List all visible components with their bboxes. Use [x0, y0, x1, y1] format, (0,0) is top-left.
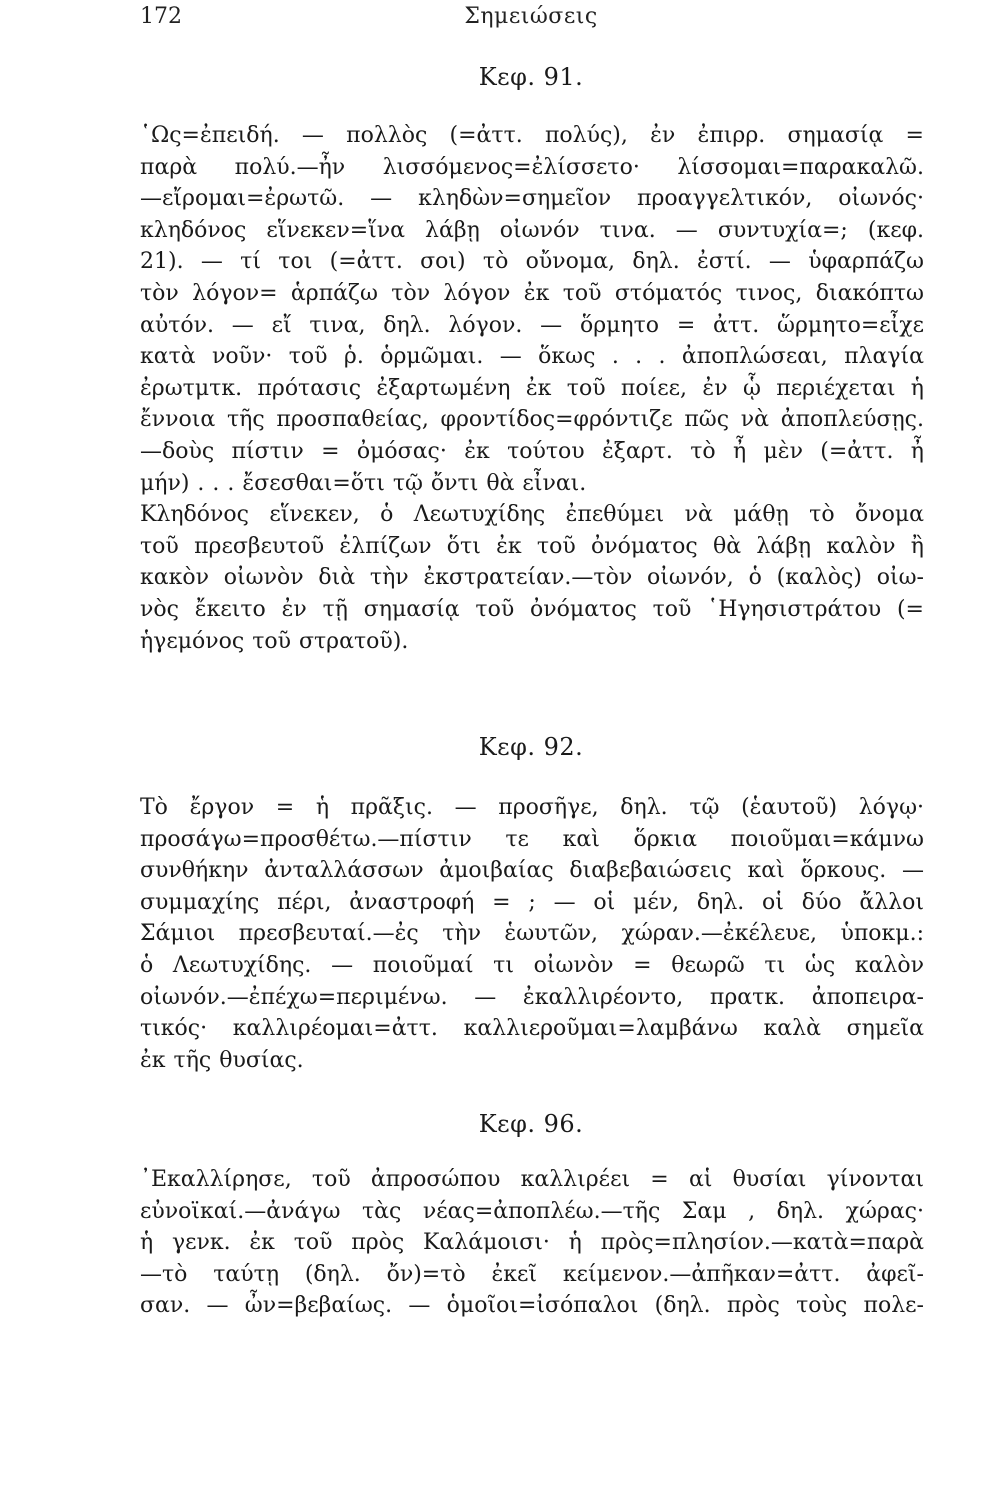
text-line: κατὰ νοῦν· τοῦ ῥ. ὁρμῶμαι. — ὅκως . . . ἀποπλώσεαι, πλαγία	[140, 344, 924, 370]
page-number: 172	[140, 4, 182, 29]
text-line: νὸς ἔκειτο ἐν τῇ σημασίᾳ τοῦ ὀνόματος τοῦ ῾Ηγησιστράτου (=	[140, 596, 924, 622]
text-line: ᾿Εκαλλίρησε, τοῦ ἀπροσώπου καλλιρέει = αἱ θυσίαι γίνονται	[140, 1167, 924, 1192]
text-line: ἡ γενκ. ἐκ τοῦ πρὸς Καλάμοισι· ἡ πρὸς=πλησίον.—κατὰ=παρὰ	[140, 1230, 924, 1256]
text-line: ἐκ τῆς θυσίας.	[140, 1047, 304, 1073]
text-line: εὐνοϊκαί.—ἀνάγω τὰς νέας=ἀποπλέω.—τῆς Σαμ , δηλ. χώρας·	[140, 1198, 924, 1224]
text-line: ὁ Λεωτυχίδης. — ποιοῦμαί τι οἰωνὸν = θεωρῶ τι ὡς καλὸν	[140, 952, 924, 978]
text-line: κληδόνος εἵνεκεν=ἵνα λάβῃ οἰωνόν τινα. — συντυχία=; (κεφ.	[140, 217, 924, 243]
running-title: Σημειώσεις	[464, 4, 598, 29]
chapter-91-notes	[140, 120, 924, 657]
chapter-heading-91: Κεφ. 91.	[478, 63, 584, 91]
chapter-heading-92: Κεφ. 92.	[478, 733, 584, 761]
running-head	[140, 4, 922, 38]
text-line: αὐτόν. — εἴ τινα, δηλ. λόγον. — ὅρμητο = ἀττ. ὥρμητο=εἶχε	[140, 312, 924, 338]
text-line: Τὸ ἔργον = ἡ πρᾶξις. — προσῆγε, δηλ. τῷ (ἑαυτοῦ) λόγῳ·	[140, 795, 924, 820]
text-line: —τὸ ταύτῃ (δηλ. ὄν)=τὸ ἐκεῖ κείμενον.—ἀπῆκαν=ἀττ. ἀφεῖ-	[140, 1261, 924, 1287]
text-line: προσάγω=προσθέτω.—πίστιν τε καὶ ὅρκια ποιοῦμαι=κάμνω	[140, 826, 924, 852]
text-line: τὸν λόγον= ἁρπάζω τὸν λόγον ἐκ τοῦ στόματός τινος, διακόπτω	[140, 280, 924, 306]
text-line: ἐρωτμτκ. πρότασις ἐξαρτωμένη ἐκ τοῦ ποίεε, ἐν ᾧ περιέχεται ἡ	[140, 375, 924, 401]
chapter-96-notes	[140, 1164, 924, 1322]
text-line: τοῦ πρεσβευτοῦ ἐλπίζων ὅτι ἐκ τοῦ ὀνόματος θὰ λάβῃ καλὸν ἢ	[140, 533, 924, 559]
text-line: ἡγεμόνος τοῦ στρατοῦ).	[140, 628, 409, 654]
text-line: συνθήκην ἀνταλλάσσων ἀμοιβαίας διαβεβαιώσεις καὶ ὅρκους. —	[140, 858, 924, 884]
text-line: μήν) . . . ἔσεσθαι=ὅτι τῷ ὄντι θὰ εἶναι.	[140, 470, 587, 496]
text-line: 21). — τί τοι (=ἀττ. σοι) τὸ οὔνομα, δηλ. ἐστί. — ὑφαρπάζω	[140, 249, 924, 275]
text-line: συμμαχίης πέρι, ἀναστροφή = ; — οἱ μέν, δηλ. οἱ δύο ἄλλοι	[140, 889, 924, 915]
text-line: σαν. — ὦν=βεβαίως. — ὁμοῖοι=ἰσόπαλοι (δηλ. πρὸς τοὺς πολε-	[140, 1293, 924, 1319]
text-line: —δοὺς πίστιν = ὀμόσας· ἐκ τούτου ἐξαρτ. τὸ ἦ μὲν (=ἀττ. ἦ	[140, 438, 924, 464]
text-line: Κληδόνος εἵνεκεν, ὁ Λεωτυχίδης ἐπεθύμει νὰ μάθῃ τὸ ὄνομα	[140, 502, 924, 528]
chapter-92-notes	[140, 792, 924, 1076]
text-line: Σάμιοι πρεσβευταί.—ἐς τὴν ἑωυτῶν, χώραν.—ἐκέλευε, ὑποκμ.:	[140, 921, 924, 947]
text-line: ἔννοια τῆς προσπαθείας, φροντίδος=φρόντιζε πῶς νὰ ἀποπλεύσῃς.	[140, 407, 924, 433]
text-line: κακὸν οἰωνὸν διὰ τὴν ἐκστρατείαν.—τὸν οἰωνόν, ὁ (καλὸς) οἰω-	[140, 565, 924, 591]
text-line: ῾Ως=ἐπειδή. — πολλὸς (=ἀττ. πολύς), ἐν ἐπιρρ. σημασίᾳ =	[140, 123, 924, 148]
chapter-heading-96: Κεφ. 96.	[478, 1110, 584, 1138]
text-line: τικός· καλλιρέομαι=ἀττ. καλλιεροῦμαι=λαμβάνω καλὰ σημεῖα	[140, 1016, 924, 1042]
text-line: παρὰ πολύ.—ἦν λισσόμενος=ἐλίσσετο· λίσσομαι=παρακαλῶ.	[140, 154, 924, 180]
text-line: οἰωνόν.—ἐπέχω=περιμένω. — ἐκαλλιρέοντο, πρατκ. ἀποπειρα-	[140, 984, 924, 1010]
text-line: —εἴρομαι=ἐρωτῶ. — κληδὼν=σημεῖον προαγγελτικόν, οἰωνός·	[140, 186, 924, 212]
